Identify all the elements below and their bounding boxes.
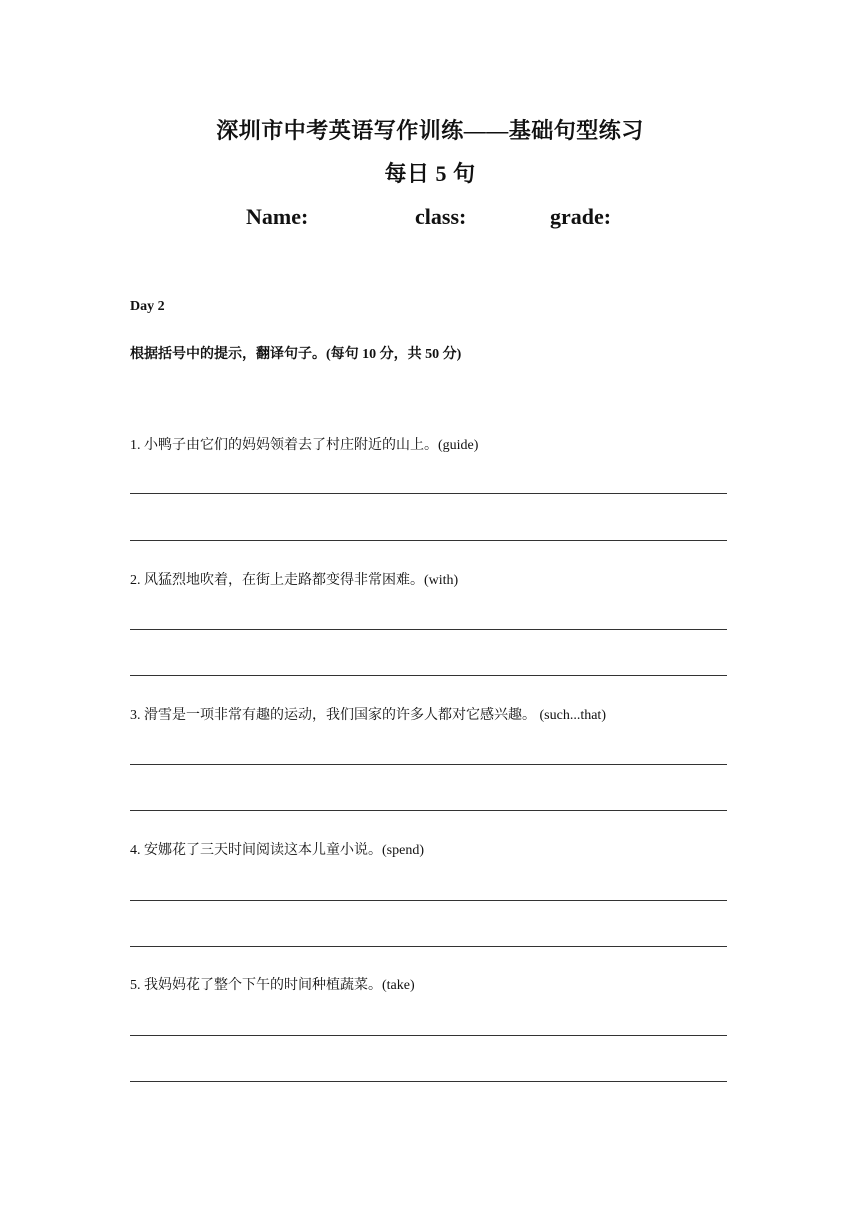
grade-label: grade: bbox=[550, 204, 612, 229]
question-4: 4. 安娜花了三天时间阅读这本儿童小说。(spend) bbox=[130, 843, 424, 858]
answer-line-1b[interactable] bbox=[130, 540, 727, 541]
day-heading: Day 2 bbox=[130, 299, 165, 314]
question-3: 3. 滑雪是一项非常有趣的运动，我们国家的许多人都对它感兴趣。 (such...that) bbox=[130, 708, 606, 723]
class-label: class: bbox=[415, 204, 467, 229]
page-title: 深圳市中考英语写作训练——基础句型练习 bbox=[216, 118, 644, 143]
answer-line-3a[interactable] bbox=[130, 764, 727, 765]
name-label: Name: bbox=[246, 204, 309, 229]
answer-line-1a[interactable] bbox=[130, 493, 727, 494]
answer-line-2a[interactable] bbox=[130, 629, 727, 630]
answer-line-2b[interactable] bbox=[130, 675, 727, 676]
answer-line-3b[interactable] bbox=[130, 810, 727, 811]
question-5: 5. 我妈妈花了整个下午的时间种植蔬菜。(take) bbox=[130, 978, 415, 993]
answer-line-4b[interactable] bbox=[130, 946, 727, 947]
question-2: 2. 风猛烈地吹着，在街上走路都变得非常困难。(with) bbox=[130, 573, 459, 588]
answer-line-5a[interactable] bbox=[130, 1035, 727, 1036]
instruction-text: 根据括号中的提示，翻译句子。(每句 10 分，共 50 分) bbox=[130, 347, 462, 362]
answer-line-4a[interactable] bbox=[130, 900, 727, 901]
page-subtitle: 每日 5 句 bbox=[384, 161, 476, 186]
answer-line-5b[interactable] bbox=[130, 1081, 727, 1082]
question-1: 1. 小鸭子由它们的妈妈领着去了村庄附近的山上。(guide) bbox=[130, 438, 479, 453]
